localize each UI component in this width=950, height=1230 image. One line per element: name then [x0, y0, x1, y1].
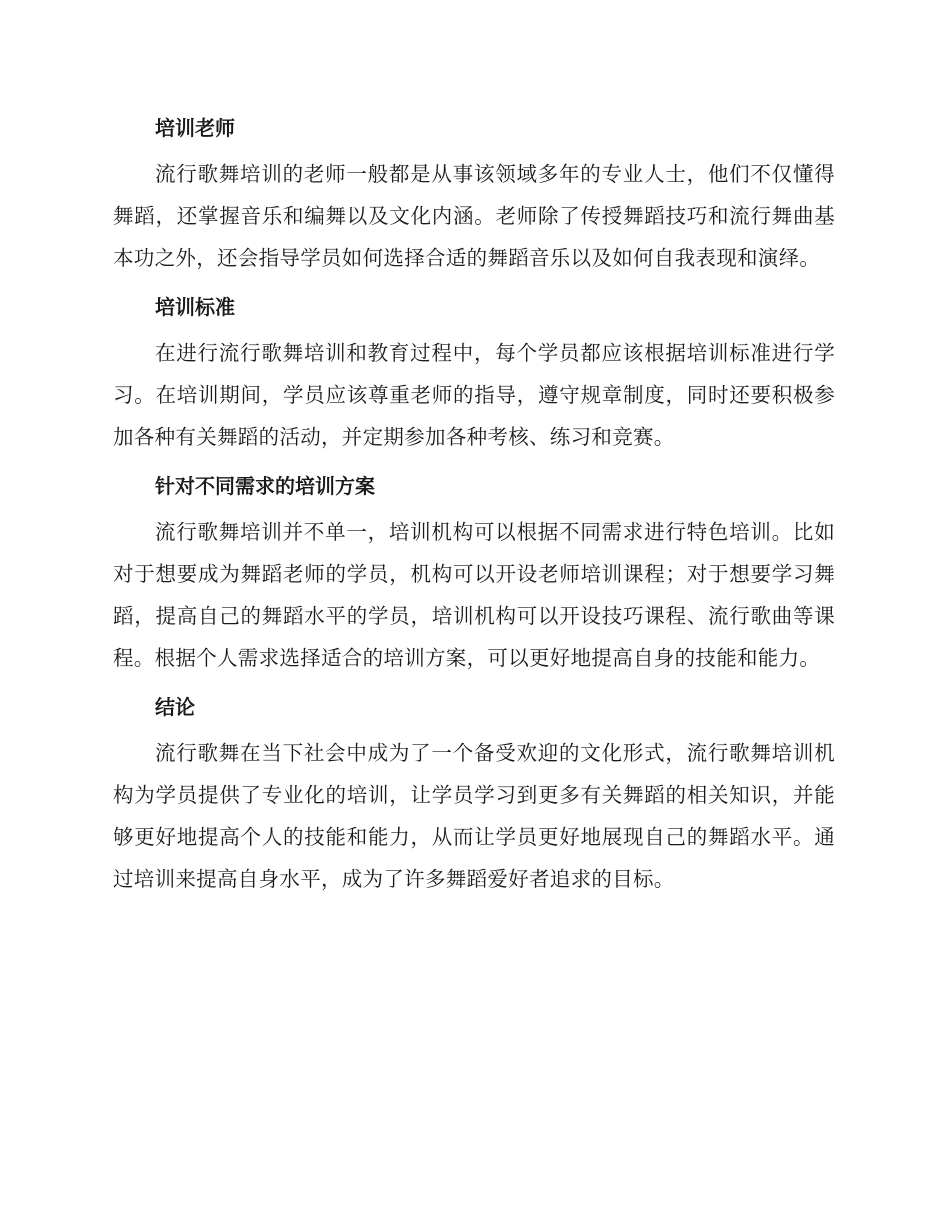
section-paragraph: 流行歌舞在当下社会中成为了一个备受欢迎的文化形式，流行歌舞培训机构为学员提供了专业化的培训，让学员学习到更多有关舞蹈的相关知识，并能够更好地提高个人的技能和能力，从而让学员更好地展现自己的舞蹈水平。通过培训来提高自身水平，成为了许多舞蹈爱好者追求的目标。 [113, 741, 835, 891]
section-training-plans [113, 466, 835, 679]
section-paragraph: 流行歌舞培训并不单一，培训机构可以根据不同需求进行特色培训。比如对于想要成为舞蹈老师的学员，机构可以开设老师培训课程；对于想要学习舞蹈，提高自己的舞蹈水平的学员，培训机构可以开设技巧课程、流行歌曲等课程。根据个人需求选择适合的培训方案，可以更好地提高自身的技能和能力。 [113, 520, 835, 670]
section-teachers [113, 108, 835, 279]
section-paragraph: 在进行流行歌舞培训和教育过程中，每个学员都应该根据培训标准进行学习。在培训期间，学员应该尊重老师的指导，遵守规章制度，同时还要积极参加各种有关舞蹈的活动，并定期参加各种考核、练习和竞赛。 [113, 341, 835, 449]
section-heading: 结论 [155, 695, 195, 719]
section-standards [113, 287, 835, 458]
section-heading: 培训老师 [155, 116, 235, 140]
section-heading: 针对不同需求的培训方案 [155, 474, 375, 498]
section-conclusion [113, 687, 835, 900]
section-heading: 培训标准 [155, 295, 235, 319]
document-page [113, 108, 835, 908]
section-paragraph: 流行歌舞培训的老师一般都是从事该领域多年的专业人士，他们不仅懂得舞蹈，还掌握音乐和编舞以及文化内涵。老师除了传授舞蹈技巧和流行舞曲基本功之外，还会指导学员如何选择合适的舞蹈音乐以及如何自我表现和演绎。 [113, 162, 835, 270]
